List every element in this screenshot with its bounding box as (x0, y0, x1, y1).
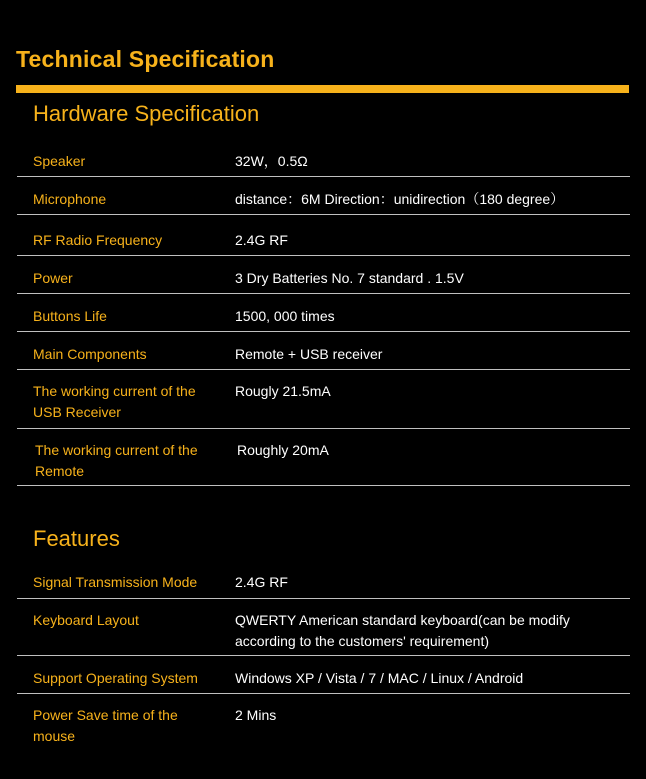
spec-row-remote-current (17, 429, 630, 486)
spec-value: 32W，0.5Ω (235, 153, 308, 169)
spec-row-main-components (17, 332, 630, 370)
hardware-section-heading: Hardware Specification (33, 101, 260, 126)
feature-label: Keyboard Layout (33, 612, 139, 628)
spec-value: 1500, 000 times (235, 308, 335, 324)
spec-value: Remote + USB receiver (235, 346, 383, 362)
spec-row-buttons-life (17, 294, 630, 332)
page-title: Technical Specification (16, 46, 275, 72)
spec-label: Main Components (33, 346, 147, 362)
spec-label: The working current of the Remote (35, 442, 198, 479)
feature-value: 2.4G RF (235, 574, 288, 590)
spec-label: Microphone (33, 191, 107, 207)
spec-row-usb-receiver-current (17, 370, 630, 429)
feature-value: Windows XP / Vista / 7 / MAC / Linux / Android (235, 670, 524, 686)
features-section-heading: Features (33, 526, 120, 551)
spec-row-microphone (17, 177, 630, 215)
spec-label: RF Radio Frequency (33, 232, 163, 248)
feature-row-operating-system (17, 656, 630, 694)
feature-row-keyboard-layout (17, 599, 630, 656)
spec-value: 3 Dry Batteries No. 7 standard . 1.5V (235, 270, 464, 286)
feature-value: 2 Mins (235, 707, 277, 723)
feature-label: Power Save time of the mouse (33, 707, 178, 744)
spec-label: Speaker (33, 153, 86, 169)
spec-value: Rougly 21.5mA (235, 383, 331, 399)
spec-label: Power (33, 270, 73, 286)
spec-value: distance：6M Direction：unidirection（180 degree） (235, 191, 565, 207)
feature-value: QWERTY American standard keyboard(can be modify according to the customers' requirement) (235, 612, 570, 649)
spec-value: 2.4G RF (235, 232, 288, 248)
spec-row-power (17, 256, 630, 294)
feature-label: Signal Transmission Mode (33, 574, 198, 590)
feature-row-power-save (17, 694, 630, 754)
spec-row-speaker (17, 140, 630, 177)
spec-row-rf (17, 215, 630, 256)
spec-label: Buttons Life (33, 308, 107, 324)
spec-label: The working current of the USB Receiver (33, 383, 196, 420)
feature-label: Support Operating System (33, 670, 198, 686)
title-underline-bar (16, 85, 629, 93)
feature-row-signal-mode (17, 561, 630, 599)
spec-value: Roughly 20mA (237, 442, 329, 458)
